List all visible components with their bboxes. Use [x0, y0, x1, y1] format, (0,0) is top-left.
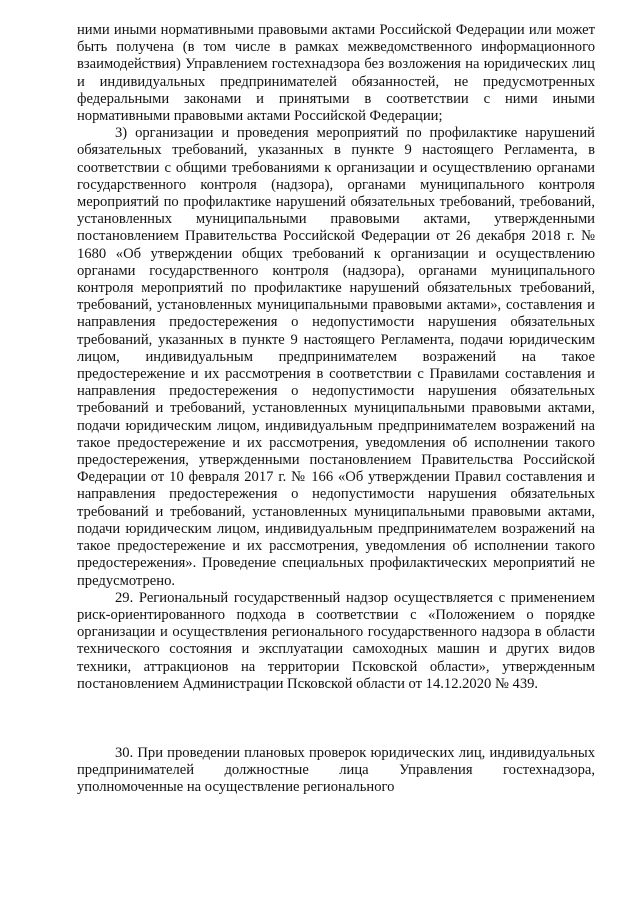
paragraph-29: 29. Региональный государственный надзор осуществляется с применением риск-ориентированного подхода в соответствии с «Положением о порядке организации и осуществления регионального государственного надзора в области технического состояния и эксплуатации самоходных машин и других видов техники, аттракционов на территории Псковской области», утвержденным постановлением Администрации Псковской области от 14.12.2020 № 439.: [77, 589, 595, 692]
document-page: [77, 22, 595, 797]
paragraph-spacer: [77, 693, 595, 745]
paragraph-continued: ними иными нормативными правовыми актами Российской Федерации или может быть получена (в том числе в рамках межведомственного информационного взаимодействия) Управлением гостехнадзора без возложения на юридических лиц и индивидуальных предпринимателей обязанностей, не предусмотренных федеральными законами и принятыми в соответствии с ними иными нормативными правовыми актами Российской Федерации;: [77, 22, 595, 125]
paragraph-30: 30. При проведении плановых проверок юридических лиц, индивидуальных предпринимателей должностные лица Управления гостехнадзора, уполномоченные на осуществление регионального: [77, 744, 595, 796]
paragraph-item-3: 3) организации и проведения мероприятий по профилактике нарушений обязательных требований, указанных в пункте 9 настоящего Регламента, в соответствии с общими требованиями к организации и осуществлению органами государственного контроля (надзора), органами муниципального контроля мероприятий по профилактике нарушений обязательных требований, требований, установленных муниципальными правовыми актами, утвержденными постановлением Правительства Российской Федерации от 26 декабря 2018 г. № 1680 «Об утверждении общих требований к организации и осуществлению органами государственного контроля (надзора), органами муниципального контроля мероприятий по профилактике нарушений обязательных требований, требований, установленных муниципальными правовыми актами», составления и направления предостережения о недопустимости нарушения обязательных требований, указанных в пункте 9 настоящего Регламента, подачи юридическим лицом, индивидуальным предпринимателем возражений на такое предостережение и их рассмотрения в соответствии с Правилами составления и направления предостережения о недопустимости нарушения обязательных требований и требований, установленных муниципальными правовыми актами, подачи юридическим лицом, индивидуальным предпринимателем возражений на такое предостережение и их рассмотрения, уведомления об исполнении такого предостережения, утвержденными постановлением Правительства Российской Федерации от 10 февраля 2017 г. № 166 «Об утверждении Правил составления и направления предостережения о недопустимости нарушения обязательных требований и требований, установленных муниципальными правовыми актами, подачи юридическим лицом, индивидуальным предпринимателем возражений на такое предостережение и их рассмотрения, уведомления об исполнении такого предостережения». Проведение специальных профилактических мероприятий не предусмотрено.: [77, 125, 595, 589]
